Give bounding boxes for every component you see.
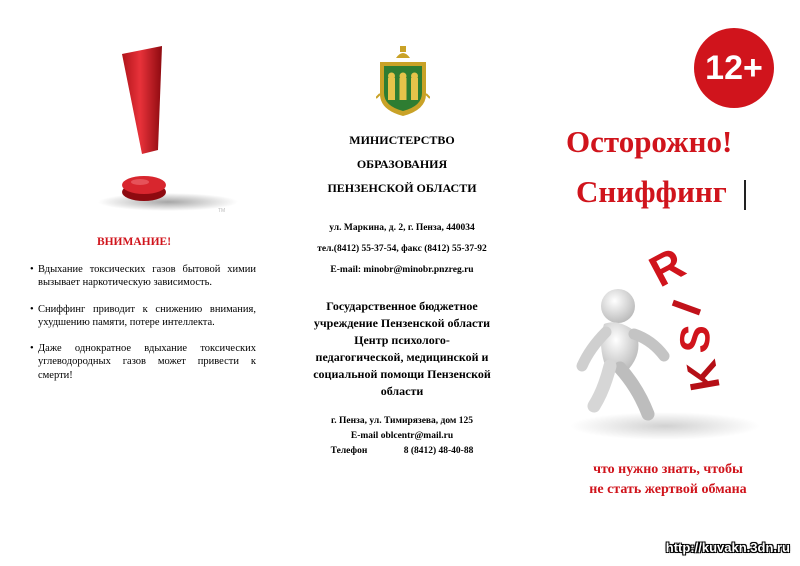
list-item [30,263,256,290]
watermark: TM [218,208,226,214]
ministry-contacts [268,218,536,281]
text-cursor [744,180,746,210]
risk-letter: R [641,238,693,297]
ministry-line: ПЕНЗЕНСКОЙ ОБЛАСТИ [327,181,477,195]
warning-line: не стать жертвой обмана [589,482,747,497]
ministry-address: ул. Маркина, д. 2, г. Пенза, 440034 [329,223,475,233]
center-name [268,298,536,400]
risk-letter: I [662,294,711,322]
ministry-line: МИНИСТЕРСТВО [349,133,455,147]
phone-label: Телефон [330,446,368,456]
bullet-text: Даже однократное вдыхание токсических углеводородных газов может привести к смерти! [38,343,256,381]
bullet-text: Сниффинг приводит к снижению внимания, ухудшению памяти, потере интеллекта. [38,303,256,328]
center-name-line: педагогической, медицинской и [315,350,489,364]
center-contacts [268,414,536,459]
warning-line: что нужно знать, чтобы [593,462,743,477]
center-name-line: Государственное бюджетное [326,299,478,313]
title-line-1: Осторожно! [566,124,733,159]
warning-list [30,263,256,395]
bullet-icon: • [30,343,34,355]
list-item [30,342,256,382]
bullet-text: Вдыхание токсических газов бытовой химии вызывает наркотическую зависимость. [38,264,256,289]
center-email: E-mail oblcentr@mail.ru [350,431,454,441]
center-name-line: учреждение Пензенской области [313,316,491,330]
ministry-email: E-mail: minobr@minobr.pnzreg.ru [330,265,474,275]
warning-subtitle [536,460,800,500]
center-name-line: Центр психолого- [354,333,450,347]
center-name-line: социальной помощи Пензенской [313,367,491,381]
phone-number: 8 (8412) 48-40-88 [403,446,474,456]
title-line-2: Сниффинг [576,174,727,209]
ministry-line: ОБРАЗОВАНИЯ [356,157,448,171]
risk-letter: S [670,322,720,355]
bullet-icon: • [30,303,34,315]
risk-letter: K [677,356,729,395]
center-name-line: области [380,384,424,398]
center-phone-row [268,444,536,459]
ministry-name [268,128,536,200]
risk-figure-illustration [560,236,770,442]
exclamation-icon [58,40,238,215]
coat-of-arms-icon [376,42,430,118]
center-panel [268,0,536,566]
attention-heading: ВНИМАНИЕ! [96,236,172,248]
watermark-url: http://kuvakn.3dn.ru [665,540,790,555]
list-item [30,303,256,330]
age-rating-badge: 12+ [694,28,774,108]
bullet-icon: • [30,264,34,275]
center-address: г. Пенза, ул. Тимирязева, дом 125 [330,416,474,426]
ministry-phone: тел.(8412) 55-37-54, факс (8412) 55-37-92 [317,244,487,254]
